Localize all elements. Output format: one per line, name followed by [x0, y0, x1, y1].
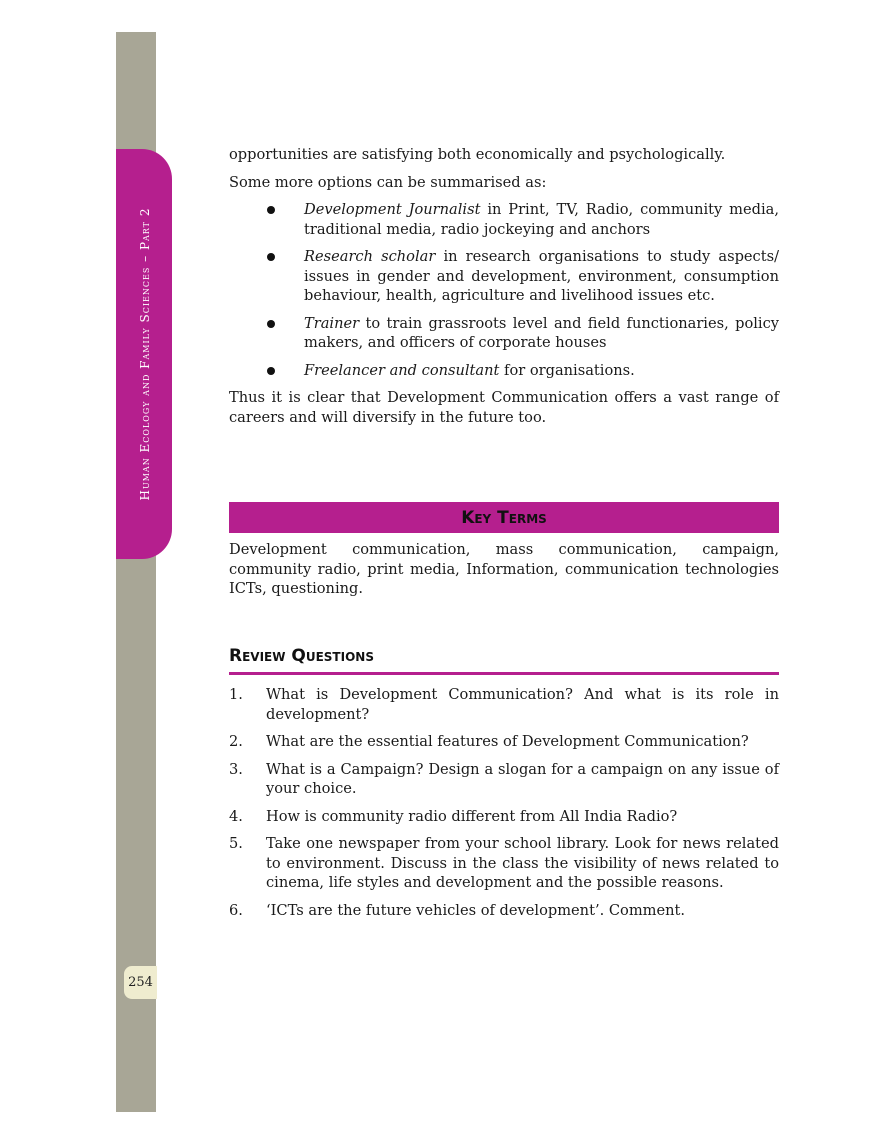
question-item: [229, 807, 779, 827]
intro-line: opportunities are satisfying both economically and psychologically.: [229, 146, 726, 163]
question-text: What is Development Communication? And what is its role in development?: [266, 686, 779, 723]
list-item: [229, 200, 779, 239]
question-text: What is a Campaign? Design a slogan for a campaign on any issue of your choice.: [266, 760, 779, 797]
question-number: 6.: [229, 901, 243, 919]
bullet-icon: [267, 367, 275, 375]
question-text: Take one newspaper from your school library. Look for news related to environment. Discuss in the class the visibility of news related to cinema, life styles and development and the possible reasons.: [266, 835, 779, 891]
question-item: [229, 732, 779, 752]
key-terms-first-line: Development communication, mass communication, campaign,: [229, 541, 779, 558]
question-number: 3.: [229, 760, 243, 778]
key-terms-banner: [229, 502, 779, 533]
option-term: Trainer: [304, 314, 360, 332]
question-item: [229, 901, 779, 921]
review-questions-heading: Review Questions: [229, 646, 374, 666]
key-terms-text: [229, 540, 779, 599]
question-item: [229, 760, 779, 799]
conclusion: Thus it is clear that Development Communication offers a vast range of careers and will diversify in the future too.: [229, 389, 779, 426]
page-number: 254: [124, 966, 157, 999]
key-terms-heading: Key Terms: [461, 507, 547, 528]
list-item: [229, 361, 779, 381]
question-number: 1.: [229, 686, 243, 703]
option-term: Research scholar: [304, 248, 436, 265]
options-intro: Some more options can be summarised as:: [229, 173, 547, 191]
review-questions-list: [229, 685, 779, 928]
question-text: What are the essential features of Development Communication?: [266, 733, 749, 750]
question-number: 5.: [229, 835, 243, 852]
heading-rule: [229, 672, 779, 675]
list-item: [229, 314, 779, 353]
key-terms-rest: community radio, print media, Information, communication technologies ICTs, questioning.: [229, 560, 779, 597]
bullet-icon: [267, 206, 275, 214]
body-text: [229, 145, 779, 435]
question-item: [229, 834, 779, 893]
option-term: Freelancer and consultant: [304, 361, 500, 379]
bullet-icon: [267, 320, 275, 328]
list-item: [229, 247, 779, 306]
question-text: ‘ICTs are the future vehicles of development’. Comment.: [266, 901, 686, 919]
question-text: How is community radio different from All India Radio?: [266, 807, 678, 825]
question-number: 2.: [229, 733, 243, 750]
running-title: Human Ecology and Family Sciences – Part 2: [138, 207, 152, 501]
option-text: in Print, TV, Radio, community media, traditional media, radio jockeying and anchors: [304, 201, 779, 238]
options-list: [229, 200, 779, 380]
option-text: for organisations.: [499, 361, 635, 379]
question-number: 4.: [229, 807, 243, 825]
option-text: to train grassroots level and field functionaries, policy makers, and officers of corporate houses: [304, 314, 779, 351]
option-term: Development Journalist: [304, 201, 481, 218]
question-item: [229, 685, 779, 724]
option-text: in research organisations to study aspects/ issues in gender and development, environment, consumption behaviour, health, agriculture and livelihood issues etc.: [304, 248, 779, 304]
bullet-icon: [267, 253, 275, 261]
